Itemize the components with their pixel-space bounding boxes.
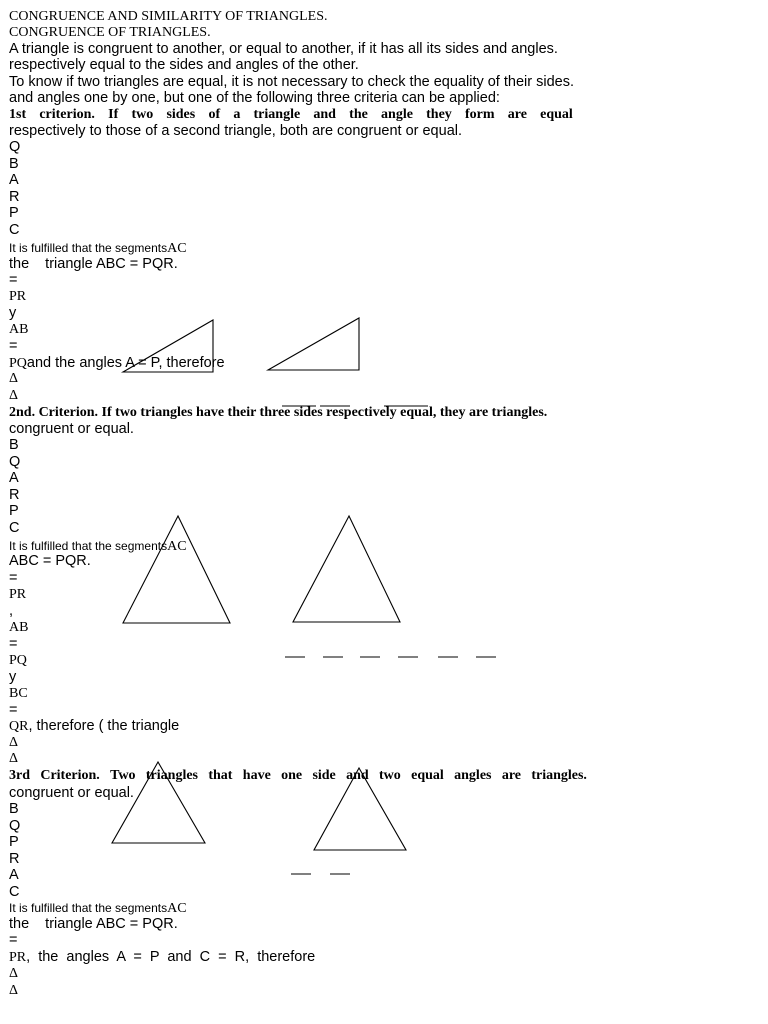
congruence-statement: ABC = PQR. xyxy=(9,553,91,569)
fulfilled-line: It is fulfilled that the segmentsAC xyxy=(9,539,187,554)
intro-line: and angles one by one, but one of the following three criteria can be applied: xyxy=(9,90,500,106)
fulfilled-line: It is fulfilled that the segmentsAC xyxy=(9,901,187,916)
vertex-label: Q xyxy=(9,139,21,155)
vertex-label: A xyxy=(9,172,19,188)
vertex-label: C xyxy=(9,884,20,900)
intro-line: To know if two triangles are equal, it is not necessary to check the equality of their sides. xyxy=(9,74,574,90)
vertex-label: C xyxy=(9,520,20,536)
criterion-3-text: congruent or equal. xyxy=(9,785,134,801)
criterion-1-text: respectively to those of a second triangle, both are congruent or equal. xyxy=(9,123,463,139)
triangle-pqr-criterion-3 xyxy=(314,768,406,850)
vertex-label: P xyxy=(9,834,19,850)
equals-sign: = xyxy=(9,636,18,652)
segment-label: AB xyxy=(9,322,29,337)
delta-symbol: Δ xyxy=(9,735,19,750)
vertex-label: P xyxy=(9,503,19,519)
conclusion-line: PR, the angles A = P and C = R, therefore xyxy=(9,949,316,965)
triangle-abc-criterion-1 xyxy=(123,320,213,372)
congruence-statement: the triangle ABC = PQR. xyxy=(9,256,178,272)
vertex-label: C xyxy=(9,222,20,238)
equals-sign: = xyxy=(9,932,18,948)
conjunction: y xyxy=(9,669,17,685)
vertex-label: R xyxy=(9,487,20,503)
criterion-2-text: congruent or equal. xyxy=(9,421,134,437)
segment-label: PR xyxy=(9,587,27,602)
segment-label: PR xyxy=(9,289,27,304)
congruence-statement: the triangle ABC = PQR. xyxy=(9,916,178,932)
delta-symbol: Δ xyxy=(9,751,19,766)
vertex-label: B xyxy=(9,437,19,453)
delta-symbol: Δ xyxy=(9,371,19,386)
triangle-abc-criterion-3 xyxy=(112,762,205,843)
criterion-3-title: 3rd Criterion. Two triangles that have one side and two equal angles are triangles. xyxy=(9,768,587,783)
fulfilled-line: It is fulfilled that the segmentsAC xyxy=(9,241,187,256)
vertex-label: A xyxy=(9,867,19,883)
delta-symbol: Δ xyxy=(9,966,19,981)
comma: , xyxy=(9,603,14,619)
segment-label: BC xyxy=(9,686,28,701)
equals-sign: = xyxy=(9,570,18,586)
triangle-pqr-criterion-1 xyxy=(268,318,359,370)
criterion-2-title: 2nd. Criterion. If two triangles have their three sides respectively equal, they are triangles. xyxy=(9,405,548,420)
vertex-label: A xyxy=(9,470,19,486)
document-heading: CONGRUENCE AND SIMILARITY OF TRIANGLES. xyxy=(9,9,328,24)
vertex-label: R xyxy=(9,851,20,867)
delta-symbol: Δ xyxy=(9,983,19,998)
intro-line: A triangle is congruent to another, or equal to another, if it has all its sides and angles. xyxy=(9,41,558,57)
section-heading: CONGRUENCE OF TRIANGLES. xyxy=(9,25,211,40)
segment-label: PQ xyxy=(9,653,27,668)
vertex-label: B xyxy=(9,801,19,817)
delta-symbol: Δ xyxy=(9,388,19,403)
equals-sign: = xyxy=(9,702,18,718)
conclusion-line: QR, therefore ( the triangle xyxy=(9,718,180,734)
criterion-1-title: 1st criterion. If two sides of a triangle and the angle they form are equal xyxy=(9,107,573,122)
vertex-label: Q xyxy=(9,818,21,834)
segment-label: AB xyxy=(9,620,29,635)
triangle-abc-criterion-2 xyxy=(123,516,230,623)
vertex-label: R xyxy=(9,189,20,205)
triangle-pqr-criterion-2 xyxy=(293,516,400,622)
vertex-label: B xyxy=(9,156,19,172)
angle-statement: PQand the angles A = P, therefore xyxy=(9,355,225,371)
conjunction: y xyxy=(9,305,17,321)
equals-sign: = xyxy=(9,338,18,354)
intro-line: respectively equal to the sides and angles of the other. xyxy=(9,57,359,73)
equals-sign: = xyxy=(9,272,18,288)
vertex-label: Q xyxy=(9,454,21,470)
vertex-label: P xyxy=(9,205,19,221)
